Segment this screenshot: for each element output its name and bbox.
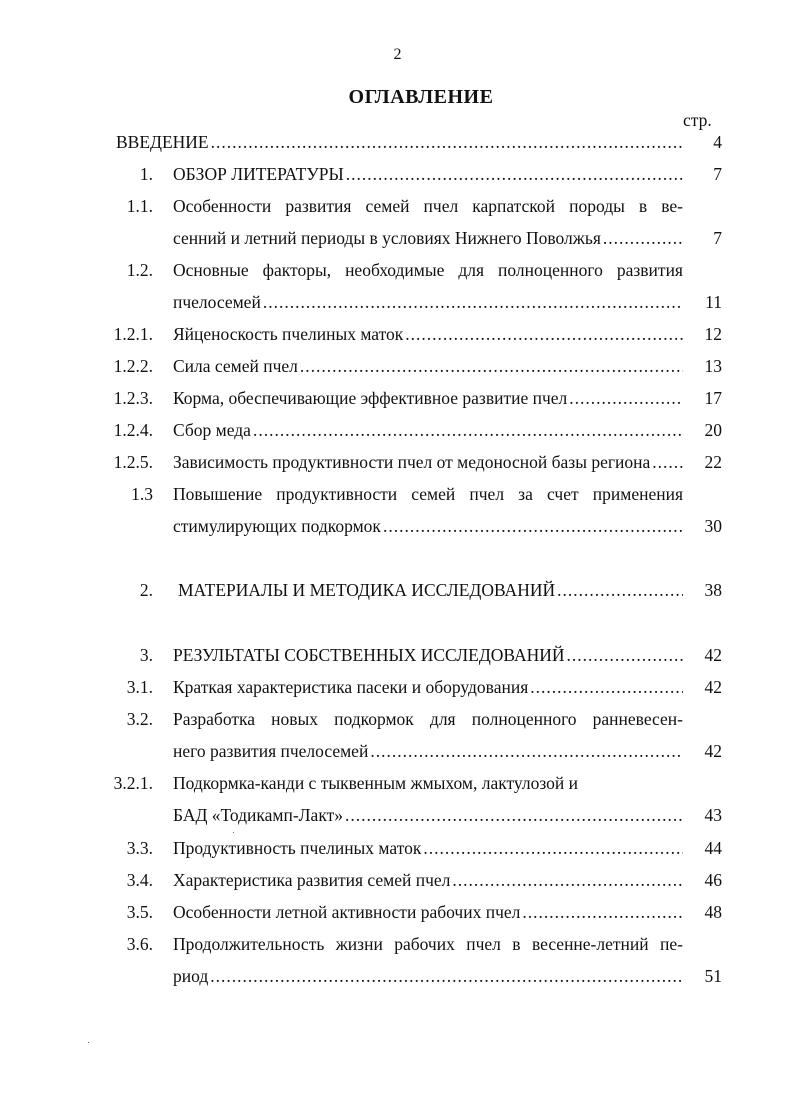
toc-entry-title-cont: сенний и летний периоды в условиях Нижнего Поволжья bbox=[173, 228, 601, 248]
toc-entry-number: 1.2.4. bbox=[113, 420, 153, 440]
toc-entry-page: 46 bbox=[704, 870, 722, 890]
toc-entry bbox=[0, 354, 795, 378]
toc-entry-page: 17 bbox=[704, 388, 722, 408]
toc-entry-title: ОБЗОР ЛИТЕРАТУРЫ bbox=[173, 164, 344, 184]
toc-entry-continuation bbox=[0, 964, 795, 988]
toc-entry-title-cont: пчелосемей bbox=[173, 292, 261, 312]
toc-intro-page: 4 bbox=[713, 132, 722, 152]
toc-entry-title: Зависимость продуктивности пчел от медоносной базы региона bbox=[173, 452, 651, 472]
toc-entry-number: 3.2. bbox=[126, 709, 153, 729]
toc-entry bbox=[0, 932, 795, 956]
toc-entry-page: 42 bbox=[704, 741, 722, 761]
toc-entry-number: 3.5. bbox=[126, 902, 153, 922]
toc-entry-number: 1.2.5. bbox=[113, 452, 153, 472]
toc-entry-continuation bbox=[0, 226, 795, 250]
toc-intro-leader bbox=[116, 130, 683, 154]
toc-entry bbox=[0, 868, 795, 892]
toc-entry-continuation bbox=[0, 739, 795, 763]
toc-entry bbox=[0, 482, 795, 506]
toc-entry-page: 44 bbox=[704, 838, 722, 858]
page-column-label: стр. bbox=[683, 110, 712, 130]
toc-entry-page: 11 bbox=[705, 292, 722, 312]
toc-entry bbox=[0, 194, 795, 218]
toc-entry-page: 51 bbox=[704, 966, 722, 986]
toc-entry-page: 42 bbox=[704, 677, 722, 697]
toc-entry-title: Корма, обеспечивающие эффективное развитие пчел bbox=[173, 388, 568, 408]
toc-entry bbox=[0, 643, 795, 667]
toc-entry-page: 22 bbox=[704, 452, 722, 472]
toc-entry-title: Особенности летной активности рабочих пчел bbox=[173, 902, 521, 922]
toc-entry bbox=[0, 450, 795, 474]
toc-entry-number: 3.2.1. bbox=[113, 773, 153, 793]
toc-entry-title: РЕЗУЛЬТАТЫ СОБСТВЕННЫХ ИССЛЕДОВАНИЙ bbox=[173, 645, 565, 665]
toc-entry-title-cont: стимулирующих подкормок bbox=[173, 516, 381, 536]
toc-intro-label: ВВЕДЕНИЕ bbox=[116, 132, 209, 152]
toc-entry-page: 7 bbox=[713, 228, 722, 248]
scan-speck bbox=[233, 832, 234, 833]
toc-entry-title: Сбор меда bbox=[173, 420, 251, 440]
toc-entry-number: 2. bbox=[139, 580, 153, 600]
toc-entry-page: 30 bbox=[704, 516, 722, 536]
toc-entry-number: 1.2. bbox=[126, 260, 153, 280]
toc-entry bbox=[0, 771, 795, 795]
toc-entry-continuation bbox=[0, 514, 795, 538]
toc-entry-continuation bbox=[0, 803, 795, 827]
toc-entry-number: 1.2.2. bbox=[113, 356, 153, 376]
toc-entry-number: 3. bbox=[139, 645, 153, 665]
toc-entry-title: Сила семей пчел bbox=[173, 356, 298, 376]
toc-entry bbox=[0, 900, 795, 924]
toc-entry-title: Характеристика развития семей пчел bbox=[173, 870, 451, 890]
toc-entry-page: 42 bbox=[704, 645, 722, 665]
toc-entry-title-cont: него развития пчелосемей bbox=[173, 741, 369, 761]
toc-entry-title: Основные факторы, необходимые для полноценного развития bbox=[173, 260, 683, 280]
toc-entry bbox=[0, 418, 795, 442]
toc-entry-page: 43 bbox=[704, 805, 722, 825]
toc-entry-title: Подкормка-канди с тыквенным жмыхом, лактулозой и bbox=[173, 773, 579, 793]
toc-entry bbox=[0, 675, 795, 699]
toc-entry-continuation bbox=[0, 290, 795, 314]
toc-entry-title-cont: БАД «Тодикамп-Лакт» bbox=[173, 805, 343, 825]
toc-entry-title: МАТЕРИАЛЫ И МЕТОДИКА ИССЛЕДОВАНИЙ bbox=[178, 580, 556, 600]
toc-entry-title: Краткая характеристика пасеки и оборудования bbox=[173, 677, 529, 697]
toc-entry-title: Особенности развития семей пчел карпатской породы в ве- bbox=[173, 196, 683, 216]
toc-entry-number: 3.4. bbox=[126, 870, 153, 890]
toc-entry-page: 20 bbox=[704, 420, 722, 440]
toc-entry bbox=[0, 707, 795, 731]
toc-entry-page: 13 bbox=[704, 356, 722, 376]
toc-entry-title-cont: риод bbox=[173, 966, 209, 986]
toc-title: ОГЛАВЛЕНИЕ bbox=[348, 86, 494, 108]
toc-entry bbox=[0, 258, 795, 282]
page-number: 2 bbox=[393, 46, 402, 63]
toc-entry bbox=[0, 386, 795, 410]
toc-entry-number: 3.1. bbox=[126, 677, 153, 697]
toc-entry-title: Продуктивность пчелиных маток bbox=[173, 838, 422, 858]
toc-entry-number: 1.3 bbox=[131, 484, 153, 504]
toc-entry-page: 38 bbox=[704, 580, 722, 600]
toc-intro bbox=[0, 130, 795, 154]
toc-entry-page: 48 bbox=[704, 902, 722, 922]
toc-entry bbox=[0, 578, 795, 602]
toc-entry-title: Повышение продуктивности семей пчел за счет применения bbox=[173, 484, 683, 504]
toc-entry-title: Разработка новых подкормок для полноценного ранневесен- bbox=[173, 709, 683, 729]
toc-entry-number: 1.2.3. bbox=[113, 388, 153, 408]
toc-entry-title: Продолжительность жизни рабочих пчел в весенне-летний пе- bbox=[173, 934, 683, 954]
toc-entry-title: Яйценоскость пчелиных маток bbox=[173, 324, 404, 344]
toc-entry bbox=[0, 322, 795, 346]
toc-entry bbox=[0, 836, 795, 860]
toc-entry-page: 12 bbox=[704, 324, 722, 344]
toc-entry-number: 1.1. bbox=[126, 196, 153, 216]
scan-speck bbox=[88, 1042, 89, 1043]
toc-entry-page: 7 bbox=[713, 164, 722, 184]
toc-entry-number: 3.3. bbox=[126, 838, 153, 858]
toc-entry-number: 1. bbox=[139, 164, 153, 184]
toc-entry-number: 1.2.1. bbox=[113, 324, 153, 344]
toc-entry bbox=[0, 162, 795, 186]
toc-entry-number: 3.6. bbox=[126, 934, 153, 954]
